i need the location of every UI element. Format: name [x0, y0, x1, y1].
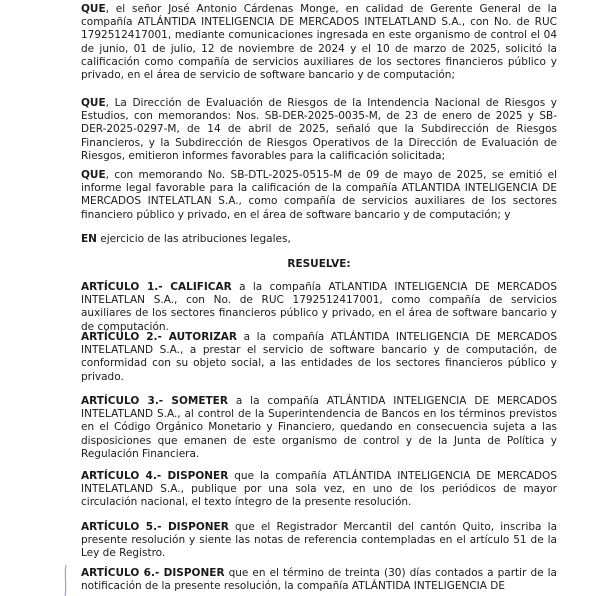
article-lead: ARTÍCULO 6.- DISPONER — [81, 567, 225, 579]
article-4 — [81, 470, 557, 510]
article-2 — [81, 331, 557, 384]
paragraph-que-1 — [81, 3, 557, 82]
paragraph-lead: QUE — [81, 3, 106, 15]
paragraph-que-3 — [81, 169, 557, 222]
article-text: a la compañía ATLÁNTIDA INTELIGENCIA DE MERCADOS INTELATLAND S.A., al control de la Superintendencia de Bancos en los términos previstos en el Código Orgánico Monetario y Financiero, quedando en consecuencia sujeta a las disposiciones que emanen de este organismo de control y de la Junta de Política y Regulación Financiera. — [81, 395, 557, 460]
paragraph-text: , el señor José Antonio Cárdenas Monge, en calidad de Gerente General de la compañía ATLÁNTIDA INTELIGENCIA DE MERCADOS INTELATLAND S.A., con No. de RUC 1792512417001, mediante comunicaciones ingresada en este organismo de control el 04 de junio, 01 de julio, 12 de noviembre de 2024 y el 10 de marzo de 2025, solicitó la calificación como compañía de servicios auxiliares de los sectores financieros público y privado, en el área de servicio de software bancario y de computación; — [81, 3, 557, 82]
article-text: que el Registrador Mercantil del cantón Quito, inscriba la presente resolución y siente las notas de referencia contempladas en el artículo 51 de la Ley de Registro. — [81, 521, 557, 560]
article-1 — [81, 281, 557, 334]
article-lead: ARTÍCULO 3.- SOMETER — [81, 395, 228, 407]
article-3 — [81, 395, 557, 461]
paragraph-text: ejercicio de las atribuciones legales, — [96, 233, 291, 245]
article-text: a la compañía ATLANTIDA INTELIGENCIA DE MERCADOS INTELATLAN S.A., con No. de RUC 1792512417001, como compañía de servicios auxiliares de los sectores financieros público y privado, en el área de software bancario y de computación. — [81, 281, 557, 333]
article-text: a la compañía ATLÁNTIDA INTELIGENCIA DE MERCADOS INTELATLAND S.A., a prestar el servicio de software bancario y de computación, de conformidad con su objeto social, a las entidades de los sectores financieros público y privado. — [81, 331, 557, 383]
paragraph-en — [81, 233, 557, 246]
paragraph-que-2 — [81, 97, 557, 163]
article-lead: ARTÍCULO 4.- DISPONER — [81, 470, 229, 482]
paragraph-lead: QUE — [81, 169, 106, 181]
paragraph-text: , La Dirección de Evaluación de Riesgos de la Intendencia Nacional de Riesgos y Estudios, con memorandos: Nos. SB-DER-2025-0035-M, de 23 de enero de 2025 y SB-DER-2025-0297-M, de 14 de abril de 2025, señaló que la Subdirección de Riesgos Financieros, y la Subdirección de Riesgos Operativos de la Dirección de Evaluación de Riesgos, emitieron informes favorables para la calificación solicitada; — [81, 97, 557, 162]
article-6 — [81, 567, 557, 593]
article-lead: ARTÍCULO 1.- CALIFICAR — [81, 281, 232, 293]
pen-stroke-line — [65, 565, 66, 596]
article-5 — [81, 521, 557, 561]
paragraph-text: , con memorando No. SB-DTL-2025-0515-M de 09 de mayo de 2025, se emitió el informe legal favorable para la calificación de la compañía ATLANTIDA INTELIGENCIA DE MERCADOS INTELATLAN S.A., como compañía de servicios auxiliares de los sectores financiero público y privado, en el área de software bancario y de computación; y — [81, 169, 557, 221]
paragraph-lead: EN — [81, 233, 97, 245]
paragraph-lead: QUE — [81, 97, 106, 109]
resolve-heading: RESUELVE: — [287, 258, 351, 270]
article-text: que la compañía ATLÁNTIDA INTELIGENCIA DE MERCADOS INTELATLAND S.A., publique por una sola vez, en uno de los periódicos de mayor circulación nacional, el texto íntegro de la presente resolución. — [81, 470, 557, 509]
article-lead: ARTÍCULO 2.- AUTORIZAR — [81, 331, 238, 343]
article-text: que en el término de treinta (30) días contados a partir de la notificación de la presente resolución, la compañía ATLÁNTIDA INTELIGENCIA DE — [81, 567, 557, 593]
article-lead: ARTÍCULO 5.- DISPONER — [81, 521, 229, 533]
